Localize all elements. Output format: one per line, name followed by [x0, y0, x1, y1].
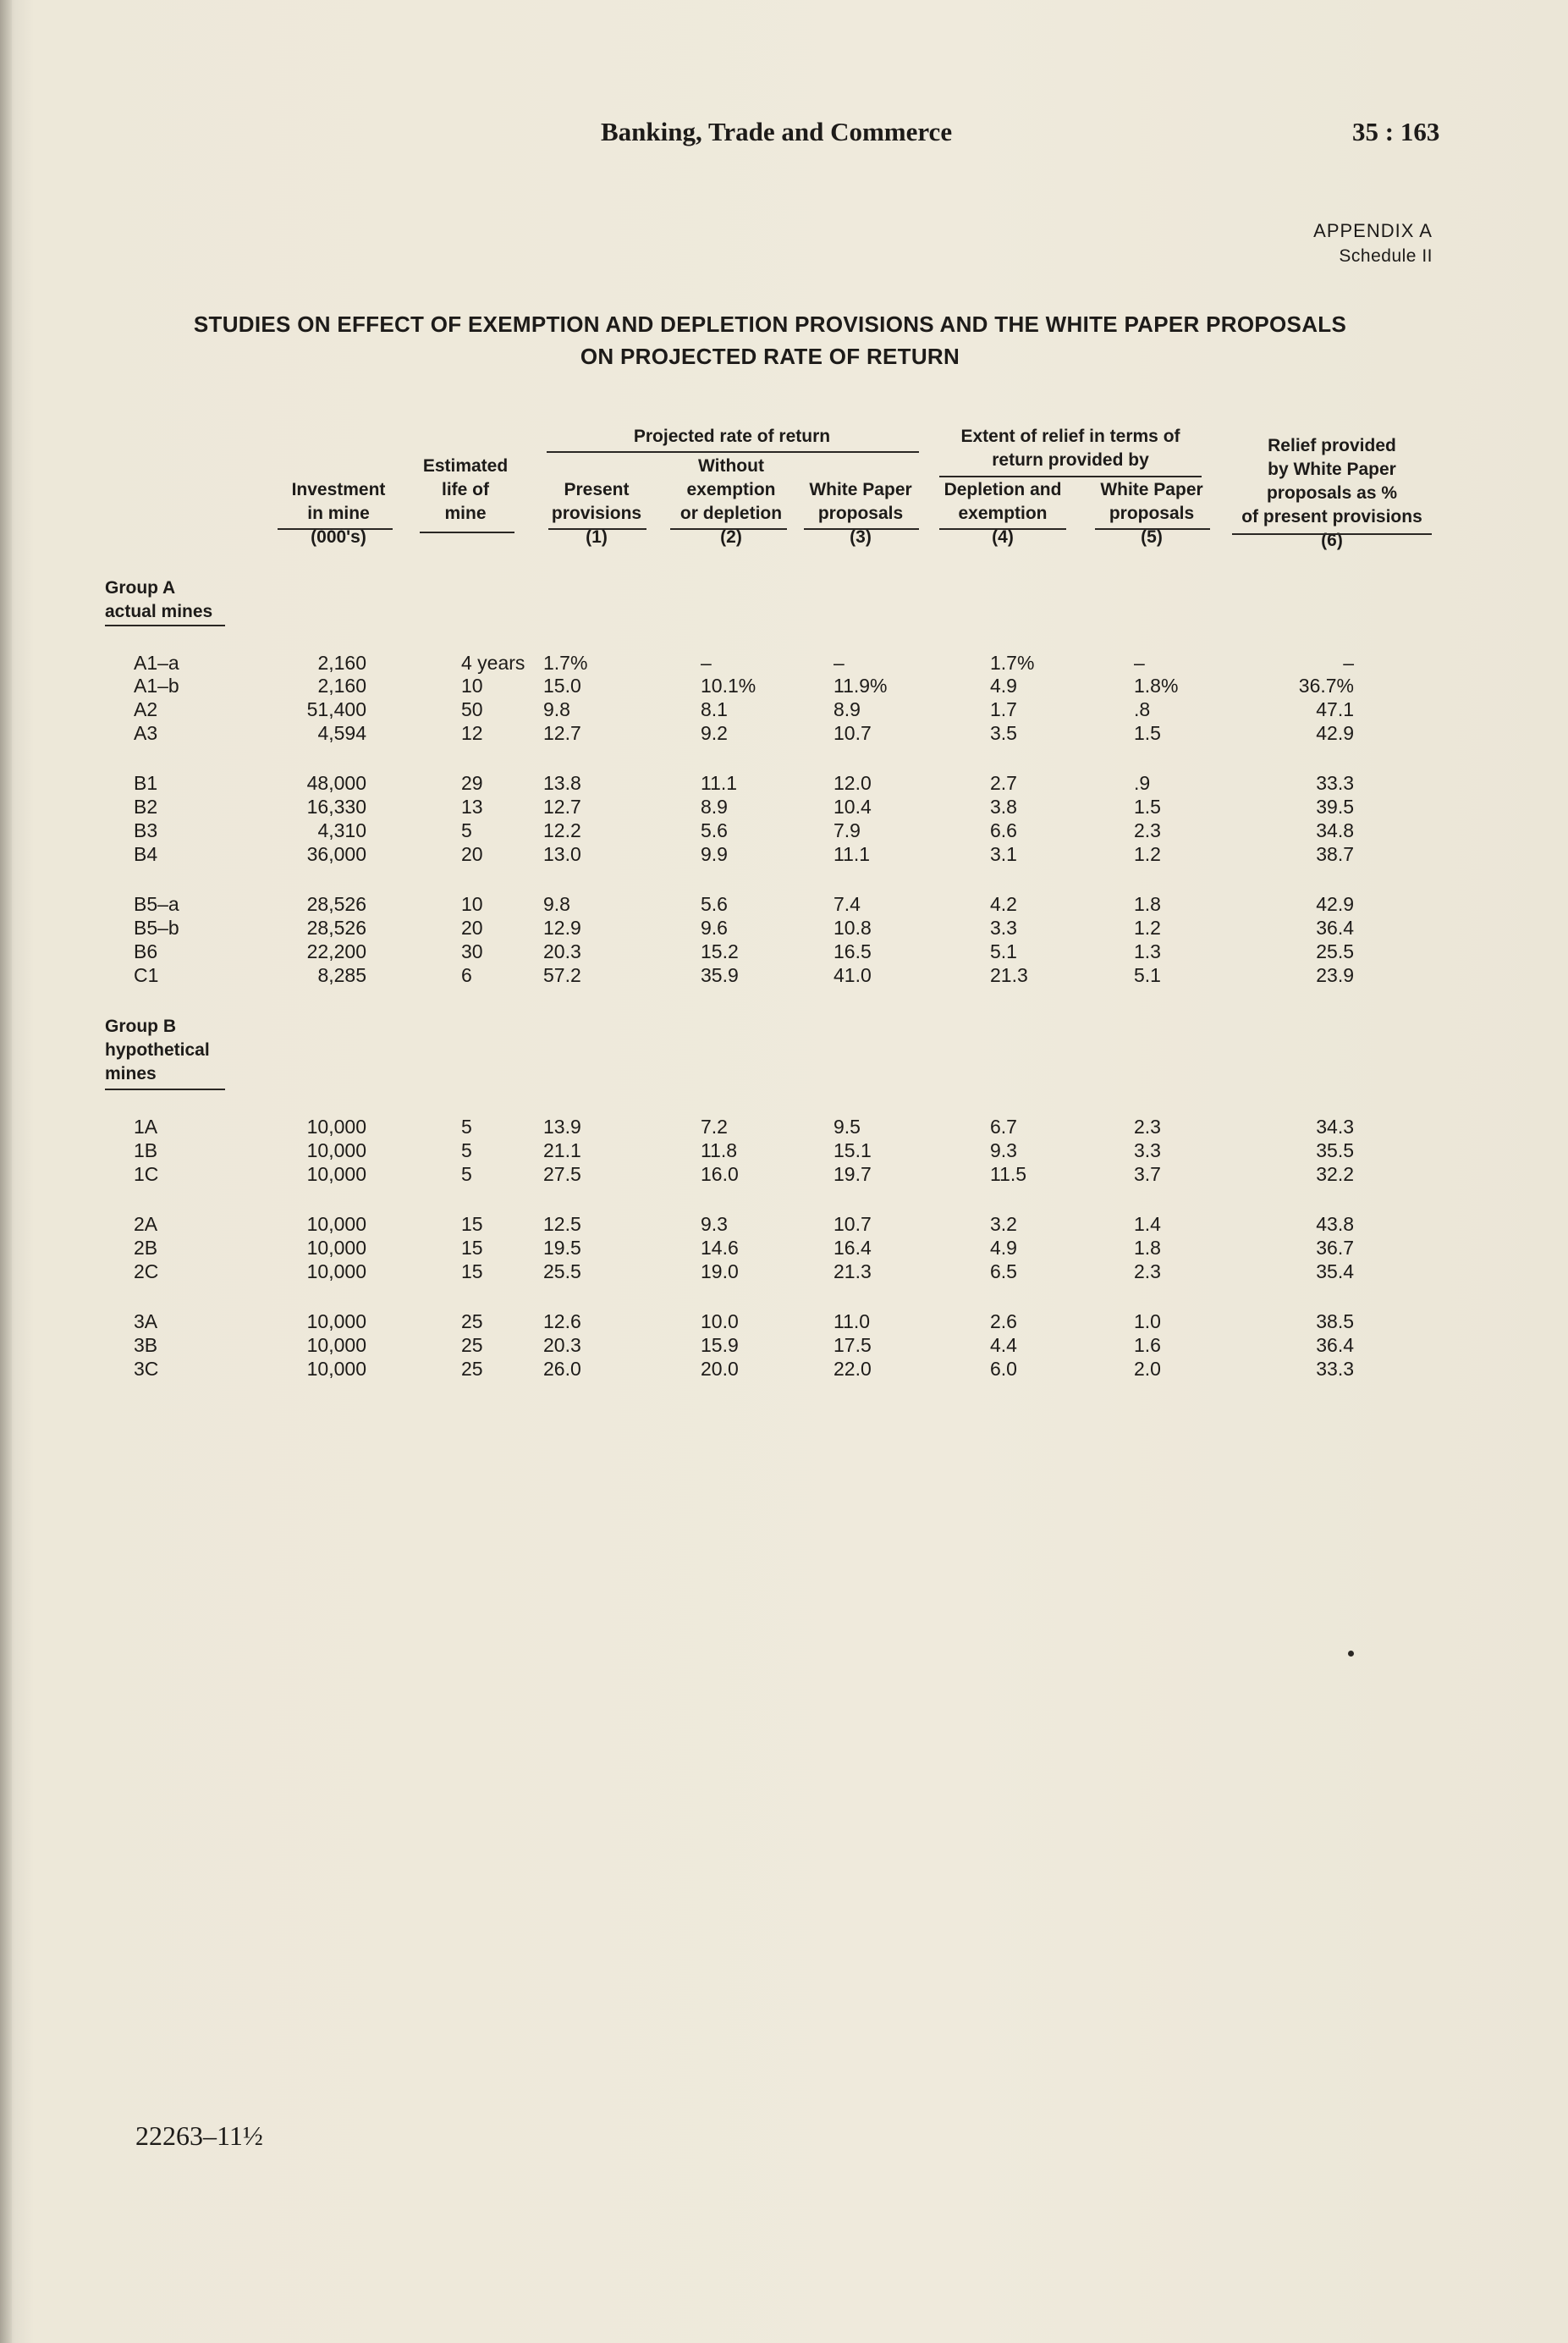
- header-title: Banking, Trade and Commerce: [601, 117, 953, 146]
- appendix-title: APPENDIX A: [1313, 220, 1433, 241]
- cell-depletion-exemption-relief: 6.0: [990, 1358, 1017, 1380]
- table-row: [0, 1138, 1568, 1163]
- cell-white-paper-relief: 1.5: [1134, 722, 1161, 744]
- cell-investment: 36,000: [306, 843, 366, 865]
- cell-without-exemption: 35.9: [701, 964, 739, 986]
- cell-mine-id: 2B: [134, 1237, 158, 1259]
- cell-life: 4 years: [461, 652, 525, 674]
- cell-relief-percent: 47.1: [1316, 698, 1354, 720]
- cell-white-paper-proposals: 8.9: [834, 698, 861, 720]
- cell-without-exemption: 14.6: [701, 1237, 739, 1259]
- table-row: [0, 915, 1568, 940]
- cell-depletion-exemption-relief: 6.6: [990, 819, 1017, 841]
- cell-life: 6: [461, 964, 472, 986]
- cell-without-exemption: 9.9: [701, 843, 728, 865]
- cell-investment: 48,000: [306, 772, 366, 794]
- cell-present-provisions: 19.5: [543, 1237, 581, 1259]
- table-row: [0, 650, 1568, 675]
- table-row: [0, 697, 1568, 722]
- group-b-label: Group B hypothetical mines: [105, 1017, 210, 1083]
- cell-white-paper-proposals: 22.0: [834, 1358, 872, 1380]
- cell-investment: 10,000: [306, 1260, 366, 1282]
- cell-present-provisions: 21.1: [543, 1139, 581, 1161]
- cell-depletion-exemption-relief: 2.6: [990, 1310, 1017, 1332]
- cell-life: 10: [461, 675, 483, 697]
- cell-present-provisions: 12.5: [543, 1213, 581, 1235]
- table-row: [0, 1356, 1568, 1381]
- cell-without-exemption: 15.9: [701, 1334, 739, 1356]
- cell-present-provisions: 13.8: [543, 772, 581, 794]
- cell-depletion-exemption-relief: 1.7: [990, 698, 1017, 720]
- appendix-label: [1313, 218, 1433, 269]
- cell-white-paper-proposals: 10.8: [834, 917, 872, 939]
- cell-white-paper-relief: 2.3: [1134, 1116, 1161, 1138]
- cell-without-exemption: 15.2: [701, 940, 739, 962]
- cell-present-provisions: 13.9: [543, 1116, 581, 1138]
- cell-life: 5: [461, 1116, 472, 1138]
- cell-investment: 51,400: [306, 698, 366, 720]
- cell-without-exemption: 16.0: [701, 1163, 739, 1185]
- cell-life: 5: [461, 1163, 472, 1185]
- cell-white-paper-proposals: 11.9%: [834, 675, 888, 697]
- cell-white-paper-relief: .8: [1134, 698, 1151, 720]
- group-b-underline: [105, 1089, 225, 1090]
- cell-relief-percent: 34.8: [1316, 819, 1354, 841]
- cell-investment: 10,000: [306, 1139, 366, 1161]
- cell-without-exemption: 9.2: [701, 722, 728, 744]
- cell-without-exemption: 19.0: [701, 1260, 739, 1282]
- cell-white-paper-proposals: 15.1: [834, 1139, 872, 1161]
- cell-white-paper-relief: 3.3: [1134, 1139, 1161, 1161]
- cell-investment: 10,000: [306, 1213, 366, 1235]
- cell-life: 5: [461, 819, 472, 841]
- cell-without-exemption: 11.8: [701, 1139, 738, 1161]
- cell-present-provisions: 25.5: [543, 1260, 581, 1282]
- group-a-underline: [105, 625, 225, 626]
- cell-without-exemption: 7.2: [701, 1116, 728, 1138]
- cell-depletion-exemption-relief: 4.2: [990, 893, 1017, 915]
- cell-white-paper-relief: 1.8: [1134, 893, 1161, 915]
- col-header-relief-pct: Relief provided by White Paper proposals as % of present provisions (6): [1241, 436, 1422, 550]
- cell-white-paper-proposals: 10.4: [834, 796, 872, 818]
- cell-investment: 10,000: [306, 1237, 366, 1259]
- cell-present-provisions: 12.7: [543, 722, 581, 744]
- table-row: [0, 1211, 1568, 1237]
- cell-depletion-exemption-relief: 11.5: [990, 1163, 1027, 1185]
- cell-white-paper-proposals: 10.7: [834, 1213, 872, 1235]
- cell-relief-percent: 34.3: [1316, 1116, 1354, 1138]
- table-title-line-2: ON PROJECTED RATE OF RETURN: [580, 344, 960, 369]
- cell-depletion-exemption-relief: 4.4: [990, 1334, 1017, 1356]
- cell-white-paper-proposals: 12.0: [834, 772, 872, 794]
- page-number: 35 : 163: [1352, 117, 1440, 146]
- table-row: [0, 770, 1568, 796]
- cell-investment: 22,200: [306, 940, 366, 962]
- col-group-relief: Extent of relief in terms of return provided by: [960, 427, 1180, 470]
- cell-white-paper-relief: 1.4: [1134, 1213, 1161, 1235]
- cell-present-provisions: 12.2: [543, 819, 581, 841]
- cell-life: 25: [461, 1358, 483, 1380]
- cell-mine-id: 3A: [134, 1310, 158, 1332]
- cell-present-provisions: 15.0: [543, 675, 581, 697]
- col-header-white-paper-3: White Paper proposals (3): [809, 480, 912, 547]
- schedule-label: Schedule II: [1339, 246, 1433, 266]
- cell-mine-id: A3: [134, 722, 158, 744]
- cell-without-exemption: 20.0: [701, 1358, 739, 1380]
- table-row: [0, 841, 1568, 867]
- cell-present-provisions: 26.0: [543, 1358, 581, 1380]
- cell-without-exemption: 10.1%: [701, 675, 756, 697]
- table-row: [0, 1259, 1568, 1284]
- table-title: [85, 308, 1455, 372]
- cell-relief-percent: 38.5: [1316, 1310, 1354, 1332]
- cell-relief-percent: 42.9: [1316, 893, 1354, 915]
- cell-depletion-exemption-relief: 6.7: [990, 1116, 1017, 1138]
- cell-relief-percent: 36.7: [1316, 1237, 1354, 1259]
- table-title-line-1: STUDIES ON EFFECT OF EXEMPTION AND DEPLETION PROVISIONS AND THE WHITE PAPER PROPOSALS: [193, 311, 1347, 337]
- cell-white-paper-relief: –: [1134, 652, 1145, 674]
- col-header-investment: Investment in mine (000's): [291, 480, 386, 547]
- footer-code: 22263–11½: [135, 2120, 263, 2151]
- cell-investment: 10,000: [306, 1163, 366, 1185]
- rule-investment: [278, 528, 393, 530]
- rule-white-paper-3: [804, 528, 919, 530]
- cell-without-exemption: –: [701, 652, 712, 674]
- cell-without-exemption: 9.3: [701, 1213, 728, 1235]
- cell-investment: 28,526: [306, 917, 366, 939]
- cell-white-paper-relief: 3.7: [1134, 1163, 1161, 1185]
- cell-without-exemption: 9.6: [701, 917, 728, 939]
- cell-depletion-exemption-relief: 2.7: [990, 772, 1017, 794]
- cell-depletion-exemption-relief: 5.1: [990, 940, 1017, 962]
- cell-present-provisions: 57.2: [543, 964, 581, 986]
- cell-investment: 2,160: [317, 652, 366, 674]
- table-row: [0, 891, 1568, 917]
- cell-white-paper-proposals: 11.1: [834, 843, 871, 865]
- cell-present-provisions: 1.7%: [543, 652, 588, 674]
- table-row: [0, 673, 1568, 698]
- cell-white-paper-relief: 1.2: [1134, 843, 1161, 865]
- cell-white-paper-proposals: –: [834, 652, 845, 674]
- cell-relief-percent: 33.3: [1316, 772, 1354, 794]
- cell-white-paper-proposals: 41.0: [834, 964, 872, 986]
- cell-life: 15: [461, 1237, 483, 1259]
- cell-mine-id: B5–b: [134, 917, 179, 939]
- cell-depletion-exemption-relief: 3.3: [990, 917, 1017, 939]
- cell-depletion-exemption-relief: 6.5: [990, 1260, 1017, 1282]
- cell-white-paper-proposals: 21.3: [834, 1260, 872, 1282]
- cell-life: 12: [461, 722, 483, 744]
- rule-present: [548, 528, 646, 530]
- cell-white-paper-relief: 1.5: [1134, 796, 1161, 818]
- cell-investment: 16,330: [306, 796, 366, 818]
- table-row: [0, 1309, 1568, 1334]
- cell-investment: 4,594: [317, 722, 366, 744]
- cell-white-paper-proposals: 10.7: [834, 722, 872, 744]
- cell-life: 30: [461, 940, 483, 962]
- cell-mine-id: 3B: [134, 1334, 158, 1356]
- table-row: [0, 962, 1568, 988]
- cell-depletion-exemption-relief: 1.7%: [990, 652, 1035, 674]
- cell-depletion-exemption-relief: 3.5: [990, 722, 1017, 744]
- cell-relief-percent: 38.7: [1316, 843, 1354, 865]
- group-a-label: Group A actual mines: [105, 578, 213, 621]
- cell-investment: 10,000: [306, 1358, 366, 1380]
- table-row: [0, 1114, 1568, 1139]
- cell-relief-percent: 42.9: [1316, 722, 1354, 744]
- rule-projected-group: [547, 451, 919, 453]
- rule-relief-group: [939, 476, 1202, 477]
- cell-life: 20: [461, 843, 483, 865]
- cell-life: 29: [461, 772, 483, 794]
- cell-white-paper-relief: 2.3: [1134, 1260, 1161, 1282]
- cell-relief-percent: 35.4: [1316, 1260, 1354, 1282]
- cell-relief-percent: 36.4: [1316, 917, 1354, 939]
- cell-depletion-exemption-relief: 4.9: [990, 1237, 1017, 1259]
- table-row: [0, 720, 1568, 746]
- cell-present-provisions: 12.9: [543, 917, 581, 939]
- cell-relief-percent: 25.5: [1316, 940, 1354, 962]
- table-row: [0, 818, 1568, 843]
- cell-life: 25: [461, 1334, 483, 1356]
- cell-investment: 10,000: [306, 1334, 366, 1356]
- ink-dot: [1348, 1651, 1354, 1657]
- cell-white-paper-relief: 2.0: [1134, 1358, 1161, 1380]
- cell-investment: 4,310: [317, 819, 366, 841]
- cell-white-paper-proposals: 9.5: [834, 1116, 861, 1138]
- cell-present-provisions: 20.3: [543, 1334, 581, 1356]
- cell-depletion-exemption-relief: 9.3: [990, 1139, 1017, 1161]
- table-row: [0, 794, 1568, 819]
- cell-white-paper-relief: 1.8%: [1134, 675, 1179, 697]
- cell-life: 50: [461, 698, 483, 720]
- cell-life: 15: [461, 1213, 483, 1235]
- cell-without-exemption: 5.6: [701, 893, 728, 915]
- cell-mine-id: B1: [134, 772, 158, 794]
- cell-life: 13: [461, 796, 483, 818]
- rule-depletion: [939, 528, 1066, 530]
- table-row: [0, 1161, 1568, 1187]
- cell-depletion-exemption-relief: 21.3: [990, 964, 1028, 986]
- cell-mine-id: 1A: [134, 1116, 158, 1138]
- cell-relief-percent: 33.3: [1316, 1358, 1354, 1380]
- cell-mine-id: A1–b: [134, 675, 179, 697]
- cell-white-paper-relief: .9: [1134, 772, 1151, 794]
- cell-present-provisions: 9.8: [543, 698, 570, 720]
- cell-investment: 10,000: [306, 1310, 366, 1332]
- cell-life: 10: [461, 893, 483, 915]
- cell-mine-id: B3: [134, 819, 158, 841]
- cell-present-provisions: 27.5: [543, 1163, 581, 1185]
- cell-depletion-exemption-relief: 4.9: [990, 675, 1017, 697]
- cell-white-paper-relief: 1.3: [1134, 940, 1161, 962]
- cell-white-paper-relief: 5.1: [1134, 964, 1161, 986]
- cell-mine-id: 2C: [134, 1260, 159, 1282]
- cell-relief-percent: 32.2: [1316, 1163, 1354, 1185]
- col-header-life: Estimated life of mine: [422, 456, 509, 523]
- cell-relief-percent: –: [1343, 652, 1354, 674]
- cell-investment: 2,160: [317, 675, 366, 697]
- cell-relief-percent: 36.4: [1316, 1334, 1354, 1356]
- cell-mine-id: A1–a: [134, 652, 179, 674]
- cell-life: 25: [461, 1310, 483, 1332]
- cell-mine-id: C1: [134, 964, 159, 986]
- cell-white-paper-proposals: 17.5: [834, 1334, 872, 1356]
- cell-relief-percent: 23.9: [1316, 964, 1354, 986]
- cell-investment: 28,526: [306, 893, 366, 915]
- cell-present-provisions: 12.7: [543, 796, 581, 818]
- col-header-present: Present provisions (1): [551, 480, 642, 547]
- cell-white-paper-proposals: 11.0: [834, 1310, 871, 1332]
- cell-life: 20: [461, 917, 483, 939]
- cell-present-provisions: 13.0: [543, 843, 581, 865]
- col-group-projected: Projected rate of return: [633, 427, 831, 446]
- cell-white-paper-relief: 1.2: [1134, 917, 1161, 939]
- cell-white-paper-relief: 1.8: [1134, 1237, 1161, 1259]
- rule-white-paper-5: [1095, 528, 1210, 530]
- cell-white-paper-proposals: 19.7: [834, 1163, 872, 1185]
- running-header: [0, 117, 1568, 151]
- cell-depletion-exemption-relief: 3.1: [990, 843, 1017, 865]
- table-row: [0, 939, 1568, 964]
- cell-depletion-exemption-relief: 3.8: [990, 796, 1017, 818]
- cell-investment: 10,000: [306, 1116, 366, 1138]
- col-header-depletion: Depletion and exemption (4): [944, 480, 1062, 547]
- cell-white-paper-proposals: 7.9: [834, 819, 861, 841]
- col-header-without: Without exemption or depletion (2): [679, 456, 783, 547]
- col-header-white-paper-5: White Paper proposals (5): [1100, 480, 1203, 547]
- cell-relief-percent: 35.5: [1316, 1139, 1354, 1161]
- cell-without-exemption: 8.1: [701, 698, 728, 720]
- cell-without-exemption: 8.9: [701, 796, 728, 818]
- cell-mine-id: B2: [134, 796, 158, 818]
- cell-mine-id: 1B: [134, 1139, 158, 1161]
- cell-mine-id: B6: [134, 940, 158, 962]
- cell-mine-id: 1C: [134, 1163, 159, 1185]
- cell-without-exemption: 11.1: [701, 772, 738, 794]
- cell-present-provisions: 20.3: [543, 940, 581, 962]
- cell-white-paper-relief: 1.6: [1134, 1334, 1161, 1356]
- cell-present-provisions: 9.8: [543, 893, 570, 915]
- cell-mine-id: A2: [134, 698, 158, 720]
- cell-white-paper-proposals: 16.5: [834, 940, 872, 962]
- cell-depletion-exemption-relief: 3.2: [990, 1213, 1017, 1235]
- cell-life: 15: [461, 1260, 483, 1282]
- cell-mine-id: B4: [134, 843, 158, 865]
- cell-mine-id: 3C: [134, 1358, 159, 1380]
- table-row: [0, 1235, 1568, 1260]
- cell-present-provisions: 12.6: [543, 1310, 581, 1332]
- cell-mine-id: B5–a: [134, 893, 179, 915]
- rule-relief-pct: [1232, 533, 1432, 535]
- cell-white-paper-relief: 2.3: [1134, 819, 1161, 841]
- cell-investment: 8,285: [317, 964, 366, 986]
- cell-mine-id: 2A: [134, 1213, 158, 1235]
- cell-white-paper-relief: 1.0: [1134, 1310, 1161, 1332]
- cell-life: 5: [461, 1139, 472, 1161]
- table-row: [0, 1332, 1568, 1358]
- cell-without-exemption: 5.6: [701, 819, 728, 841]
- rule-without: [670, 528, 787, 530]
- cell-white-paper-proposals: 16.4: [834, 1237, 872, 1259]
- cell-relief-percent: 43.8: [1316, 1213, 1354, 1235]
- cell-without-exemption: 10.0: [701, 1310, 739, 1332]
- cell-relief-percent: 39.5: [1316, 796, 1354, 818]
- cell-relief-percent: 36.7%: [1298, 675, 1354, 697]
- cell-white-paper-proposals: 7.4: [834, 893, 861, 915]
- rule-life: [420, 532, 514, 533]
